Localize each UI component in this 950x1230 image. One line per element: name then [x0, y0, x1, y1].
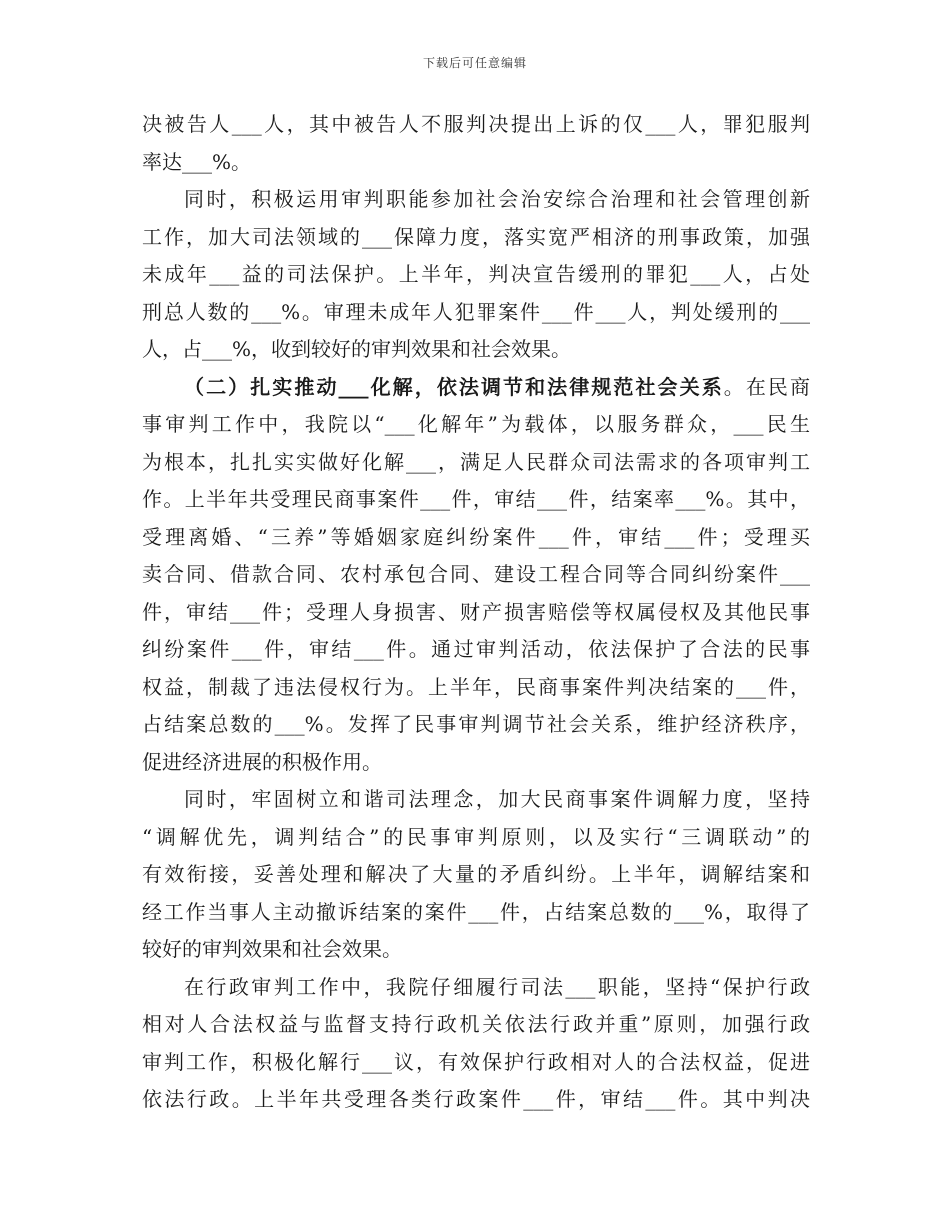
text-line: 依法行政。上半年共受理各类行政案件___件，审结___件。其中判决 — [142, 1087, 810, 1111]
text-line: 权益，制裁了违法侵权行为。上半年，民商事案件判决结案的___件， — [142, 674, 810, 699]
text-line: 在行政审判工作中，我院仔细履行司法___职能，坚持“保护行政 — [184, 974, 810, 999]
text-line: “调解优先，调判结合”的民事审判原则，以及实行“三调联动”的 — [142, 824, 810, 849]
text-line: 同时，积极运用审判职能参加社会治安综合治理和社会管理创新 — [184, 187, 810, 211]
text-line: 经工作当事人主动撤诉结案的案件___件，占结案总数的___%，取得了 — [142, 899, 810, 924]
text-run: 。在民商 — [723, 374, 811, 399]
paragraph — [142, 781, 810, 969]
text-line: 受理离婚、“三养”等婚姻家庭纠纷案件___件，审结___件；受理买 — [142, 524, 810, 549]
text-line: 未成年___益的司法保护。上半年，判决宣告缓刑的罪犯___人，占处 — [142, 262, 810, 286]
text-line: 促进经济进展的积极作用。 — [142, 749, 382, 774]
text-line: 工作，加大司法领域的___保障力度，落实宽严相济的刑事政策，加强 — [142, 224, 810, 249]
text-line: 相对人合法权益与监督支持行政机关依法行政并重”原则，加强行政 — [142, 1012, 810, 1036]
text-line: 决被告人___人，其中被告人不服判决提出上诉的仅___人，罪犯服判 — [142, 112, 810, 136]
text-line — [142, 369, 810, 407]
paragraph — [142, 106, 810, 181]
text-line: 纠纷案件___件，审结___件。通过审判活动，依法保护了合法的民事 — [142, 637, 810, 661]
paragraph — [142, 181, 810, 369]
document-body — [142, 106, 810, 1119]
text-line: 卖合同、借款合同、农村承包合同、建设工程合同等合同纠纷案件___ — [142, 562, 810, 586]
text-line: 作。上半年共受理民商事案件___件，审结___件，结案率___%。其中， — [142, 487, 810, 511]
text-line: 件，审结___件；受理人身损害、财产损害赔偿等权属侵权及其他民事 — [142, 599, 810, 624]
text-line: 事审判工作中，我院以“___化解年”为载体，以服务群众，___民生 — [142, 412, 810, 436]
text-line: 人，占___%，收到较好的审判效果和社会效果。 — [142, 337, 572, 361]
text-line: 较好的审判效果和社会效果。 — [142, 937, 402, 961]
section-heading: （二）扎实推动___化解，依法调节和法律规范社会关系 — [184, 374, 724, 399]
text-line: 占结案总数的___%。发挥了民事审判调节社会关系，维护经济秩序， — [142, 712, 810, 736]
text-line: 率达___%。 — [142, 149, 252, 174]
paragraph — [142, 369, 810, 782]
page-header: 下载后可任意编辑 — [422, 56, 527, 70]
text-line: 同时，牢固树立和谐司法理念，加大民商事案件调解力度，坚持 — [184, 787, 810, 811]
text-line: 有效衔接，妥善处理和解决了大量的矛盾纠纷。上半年，调解结案和 — [142, 862, 810, 886]
text-line: 为根本，扎扎实实做好化解___，满足人民群众司法需求的各项审判工 — [142, 449, 810, 474]
text-line: 审判工作，积极化解行___议，有效保护行政相对人的合法权益，促进 — [142, 1049, 810, 1074]
paragraph — [142, 969, 810, 1119]
text-line: 刑总人数的___%。审理未成年人犯罪案件___件___人，判处缓刑的___ — [142, 299, 810, 324]
